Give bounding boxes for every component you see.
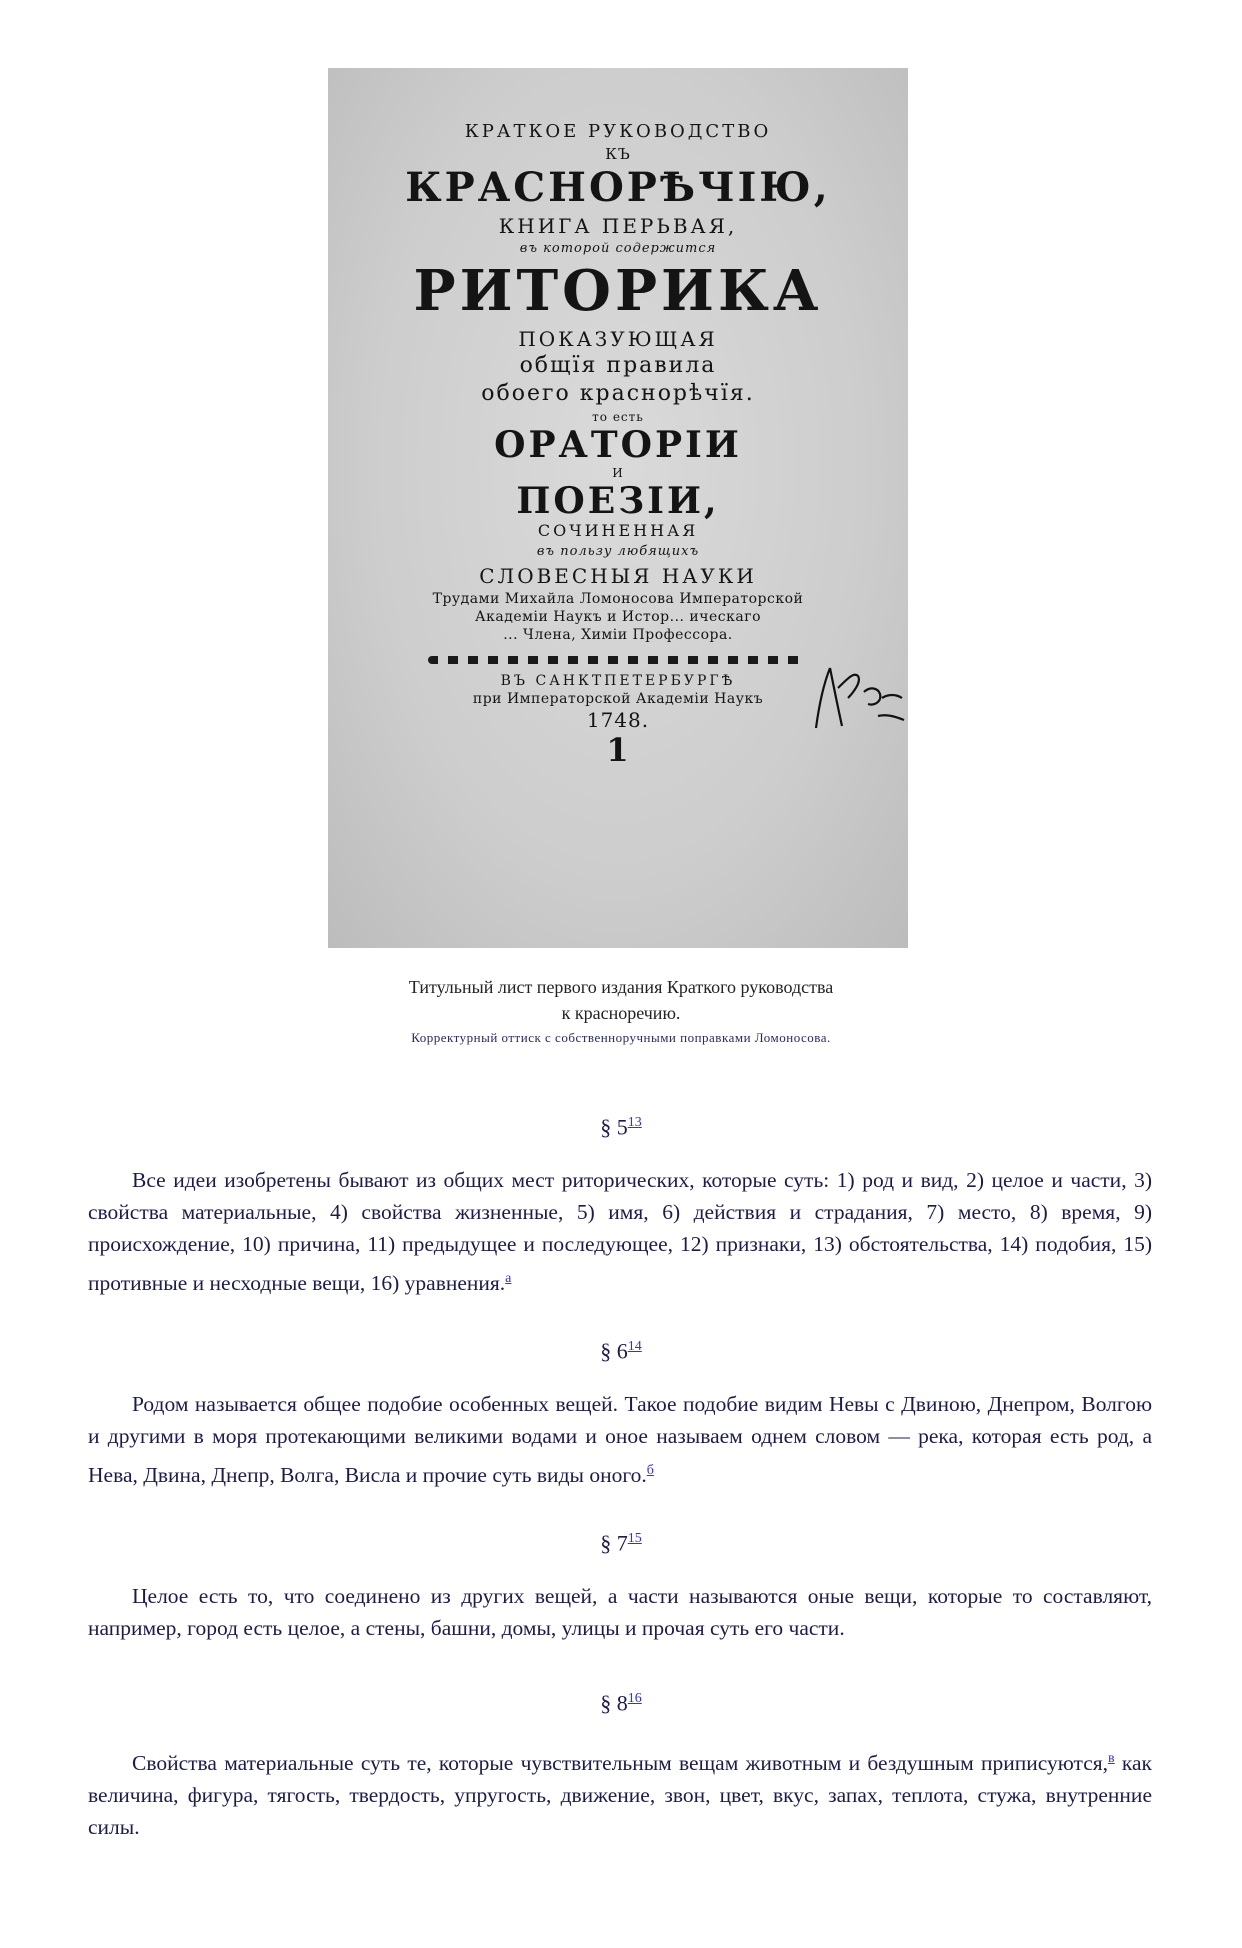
- caption-note: Корректурный оттиск с собственноручными поправками Ломоносова.: [411, 1030, 831, 1045]
- note-link[interactable]: а: [505, 1271, 512, 1286]
- footnote-link[interactable]: 14: [627, 1339, 642, 1354]
- section-number: § 8: [600, 1690, 628, 1716]
- ornament-divider: [428, 656, 808, 664]
- caption-line: Титульный лист первого издания Краткого руководства: [408, 977, 834, 997]
- title-page-photo: [328, 68, 908, 948]
- title-line: КРАТКОЕ РУКОВОДСТВО: [464, 121, 772, 142]
- section-heading: [0, 1686, 1242, 1716]
- handwriting-icon: [808, 658, 908, 738]
- title-line: ВЪ САНКТПЕТЕРБУРГѢ: [500, 673, 736, 689]
- title-line: СОЧИНЕННАЯ: [537, 521, 699, 540]
- title-line: КЪ: [605, 145, 631, 163]
- title-line: обоего краснорѣчїя.: [481, 381, 755, 406]
- title-line: РИТОРИКА: [413, 258, 823, 324]
- section-heading: [0, 1334, 1242, 1364]
- footnote-link[interactable]: 15: [627, 1531, 642, 1546]
- paragraph: [88, 1164, 1152, 1299]
- title-line: общїя правила: [519, 353, 717, 378]
- section-heading: [0, 1526, 1242, 1556]
- paragraph-text: как величина, фигура, тягость, твердость, упругость, движение, звон, цвет, вкус, запах, теплота, стужа, внутренние силы.: [88, 1751, 1153, 1840]
- title-line: ОРАТОРІИ: [494, 424, 742, 466]
- title-year: 1748.: [586, 708, 650, 732]
- title-line: ... Члена, Химіи Профессора.: [503, 627, 733, 643]
- title-line: ПОЕЗІИ,: [516, 480, 720, 522]
- title-line: при Императорской Академіи Наукъ: [472, 691, 764, 707]
- section-heading: [0, 1110, 1242, 1140]
- caption-line: к красноречию.: [561, 1003, 681, 1023]
- title-line: Академіи Наукъ и Истор... ическаго: [475, 609, 761, 625]
- footnote-link[interactable]: 13: [627, 1115, 642, 1130]
- paragraph-text: Свойства материальные суть те, которые чувствительным вещам животным и бездушным приписуются,: [132, 1751, 1109, 1776]
- title-line: ПОКАЗУЮЩАЯ: [518, 327, 718, 351]
- title-line: КРАСНОРѢЧІЮ,: [405, 164, 831, 211]
- paragraph-text: Все идеи изобретены бывают из общих мест риторических, которые суть: 1) род и вид, 2) целое и части, 3) свойства материальные, 4) свойства жизненные, 5) имя, 6) действия и страдания, 7) место, 8) время, 9) происхождение, 10) причина, 11) предыдущее и последующее, 12) признаки, 13) обстоятельства, 14) подобия, 15) противные и несходные вещи, 16) уравнения.: [88, 1168, 1152, 1296]
- title-line: И: [612, 466, 624, 480]
- title-line: КНИГА ПЕРЬВАЯ,: [498, 214, 738, 238]
- footnote-link[interactable]: 16: [627, 1691, 642, 1706]
- note-link[interactable]: б: [646, 1463, 654, 1478]
- section-number: § 6: [600, 1338, 628, 1364]
- paragraph: [88, 1388, 1152, 1491]
- note-link[interactable]: в: [1108, 1751, 1115, 1766]
- section-number: § 5: [600, 1114, 628, 1140]
- figure-caption: [0, 974, 1242, 1050]
- paragraph-text: Целое есть то, что соединено из других вещей, а части называются оные вещи, которые то составляют, например, город есть целое, а стены, башни, домы, улицы и прочая суть его части.: [88, 1584, 1152, 1640]
- paragraph: [88, 1580, 1152, 1644]
- title-line: СЛОВЕСНЫЯ НАУКИ: [479, 564, 757, 588]
- section-number: § 7: [600, 1530, 628, 1556]
- handwritten-correction: [808, 658, 908, 738]
- title-line: въ которой содержится: [519, 241, 717, 256]
- paragraph-text: Родом называется общее подобие особенных вещей. Такое подобие видим Невы с Двиною, Днепром, Волгою и другими в моря протекающими великими водами и оное называем однем словом — река, которая есть род, а Нева, Двина, Днепр, Волга, Висла и прочие суть виды оного.: [88, 1392, 1152, 1488]
- title-page-number: 1: [606, 731, 630, 769]
- paragraph: [88, 1740, 1152, 1843]
- title-line: Трудами Михайла Ломоносова Императорской: [432, 591, 804, 607]
- title-line: то есть: [592, 410, 644, 424]
- title-line: въ пользу любящихъ: [536, 544, 700, 559]
